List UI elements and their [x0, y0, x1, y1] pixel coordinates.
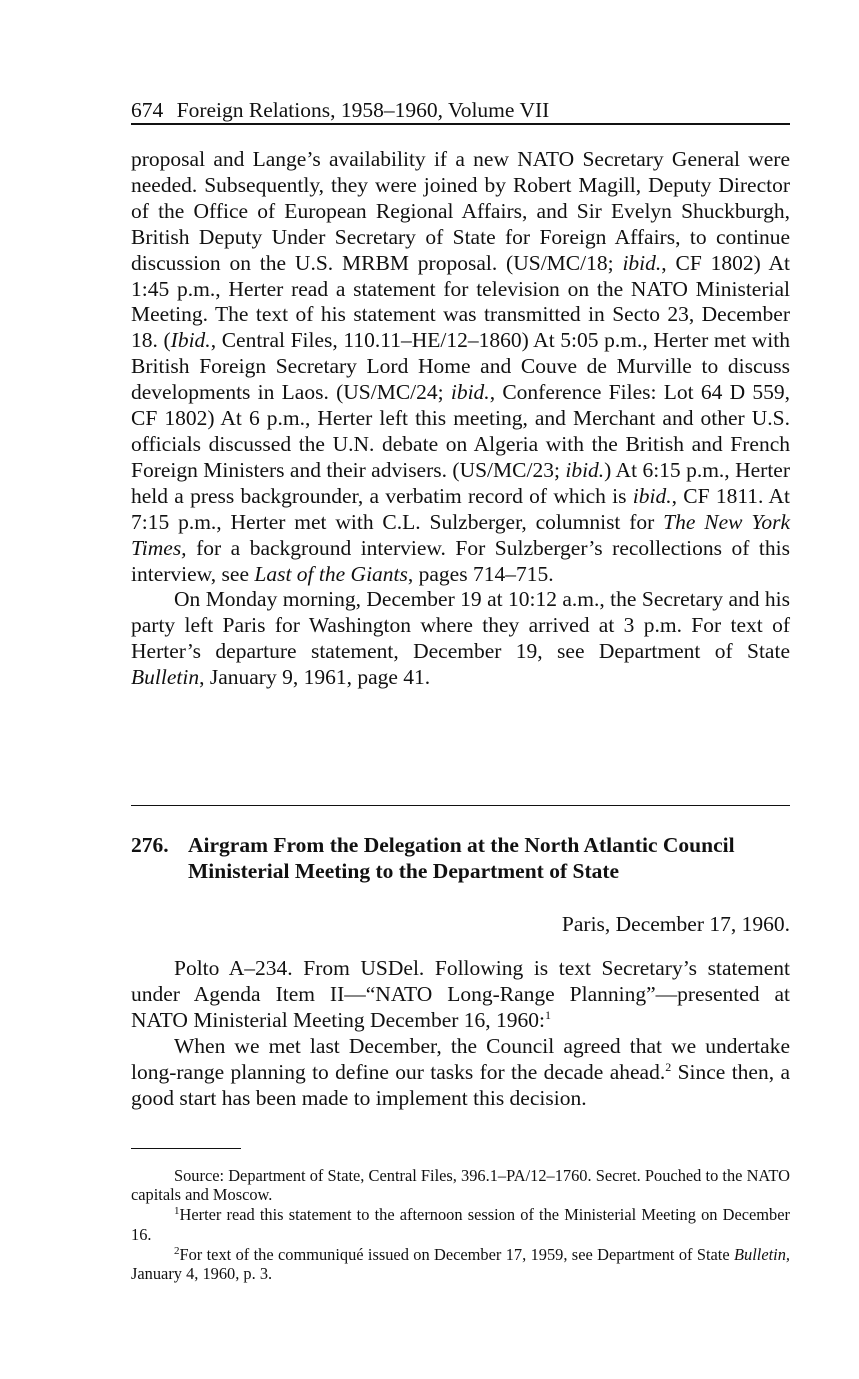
running-title: Foreign Relations, 1958–1960, Volume VII [176, 98, 550, 122]
footnote-mark: 1 [174, 1205, 180, 1218]
departure-paragraph [131, 587, 790, 691]
italic-run: Ibid. [170, 328, 211, 353]
text-run: , January 9, 1961, page 41. [199, 665, 431, 690]
continued-text [131, 147, 790, 691]
text-run: proposal and Lange’s availability if a new NATO Secretary General were needed. Subsequently, they were joined by Robert Magill, Deputy Director of the Office of European Regional Affairs, and Sir Evelyn Shuckburgh, British Deputy Under Secretary of State for Foreign Affairs, to continue discussion on the U.S. MRBM proposal. (US/MC/18; [131, 147, 790, 275]
document-heading [131, 832, 790, 884]
text-run: , Central Files, 110.11–HE/12–1860) At 5:05 p.m., Herter met with British Foreign Secretary Lord Home and Couve de Murville to discuss developments in Laos. (US/MC/24; [131, 328, 790, 405]
continued-paragraph [131, 147, 790, 587]
footnote-reference[interactable]: 1 [545, 1007, 551, 1022]
italic-run: ibid. [565, 457, 605, 482]
footnotes [131, 1166, 790, 1284]
text-run: , CF 1802) At 1:45 p.m., Herter read a statement for television on the NATO Ministerial Meeting. The text of his statement was transmitted in Secto 23, December 18. ( [131, 250, 790, 353]
header-rule [131, 123, 790, 125]
footnote-text: For text of the communiqué issued on December 17, 1959, see Department of State [179, 1244, 734, 1264]
footnote-text: Herter read this statement to the afternoon session of the Ministerial Meeting on December 16. [131, 1205, 790, 1244]
italic-run: ibid. [450, 380, 490, 405]
italic-run: Bulletin, [734, 1244, 790, 1264]
page-number: 674 [131, 98, 164, 122]
text-run: , pages 714–715. [407, 561, 554, 586]
document-title: Airgram From the Delegation at the North Atlantic Council Ministerial Meeting to the Department of State [188, 833, 735, 883]
text-run: , CF 1811. At 7:15 p.m., Herter met with C.L. Sulzberger, columnist for [131, 483, 790, 534]
text-run: , Conference Files: Lot 64 D 559, CF 1802) At 6 p.m., Herter left this meeting, and Merchant and other U.S. officials discussed the U.N. debate on Algeria with the British and French Foreign Ministers and their advisers. (US/MC/23; [131, 380, 790, 482]
text-run: Polto A–234. From USDel. Following is text Secretary’s statement under Agenda Item II—“NATO Long-Range Planning”—presented at NATO Ministerial Meeting December 16, 1960: [131, 956, 790, 1032]
source-note: Source: Department of State, Central Files, 396.1–PA/12–1760. Secret. Pouched to the NATO capitals and Moscow. [131, 1166, 790, 1205]
document-paragraph [131, 956, 790, 1034]
italic-run: ibid. [632, 483, 672, 508]
italic-run: ibid. [622, 250, 662, 275]
footnote-reference[interactable]: 2 [665, 1059, 672, 1074]
text-run: Since then, a good start has been made to implement this decision. [131, 1059, 790, 1110]
italic-run: Last of the Giants [254, 561, 408, 586]
footnote-2 [131, 1245, 790, 1283]
section-divider [131, 805, 790, 806]
document-body [131, 956, 790, 1111]
footnote-text: January 4, 1960, p. 3. [131, 1264, 273, 1284]
italic-run: The New York Times, [131, 509, 790, 560]
dateline: Paris, December 17, 1960. [561, 912, 790, 936]
document-number: 276. [131, 833, 169, 857]
italic-run: Bulletin [131, 665, 200, 690]
text-run: When we met last December, the Council agreed that we undertake long-range planning to define our tasks for the decade ahead. [131, 1033, 790, 1084]
running-head [131, 96, 790, 124]
text-run: for a background interview. For Sulzberger’s recollections of this interview, see [131, 535, 790, 586]
text-run: On Monday morning, December 19 at 10:12 a.m., the Secretary and his party left Paris for Washington where they arrived at 3 p.m. For text of Herter’s departure statement, December 19, see Department of State [131, 587, 790, 664]
document-paragraph [131, 1034, 790, 1112]
text-run: ) At 6:15 p.m., Herter held a press backgrounder, a verbatim record of which is [131, 457, 790, 508]
footnote-mark: 2 [174, 1244, 180, 1257]
footnote-rule [131, 1148, 241, 1149]
footnote-1 [131, 1205, 790, 1243]
